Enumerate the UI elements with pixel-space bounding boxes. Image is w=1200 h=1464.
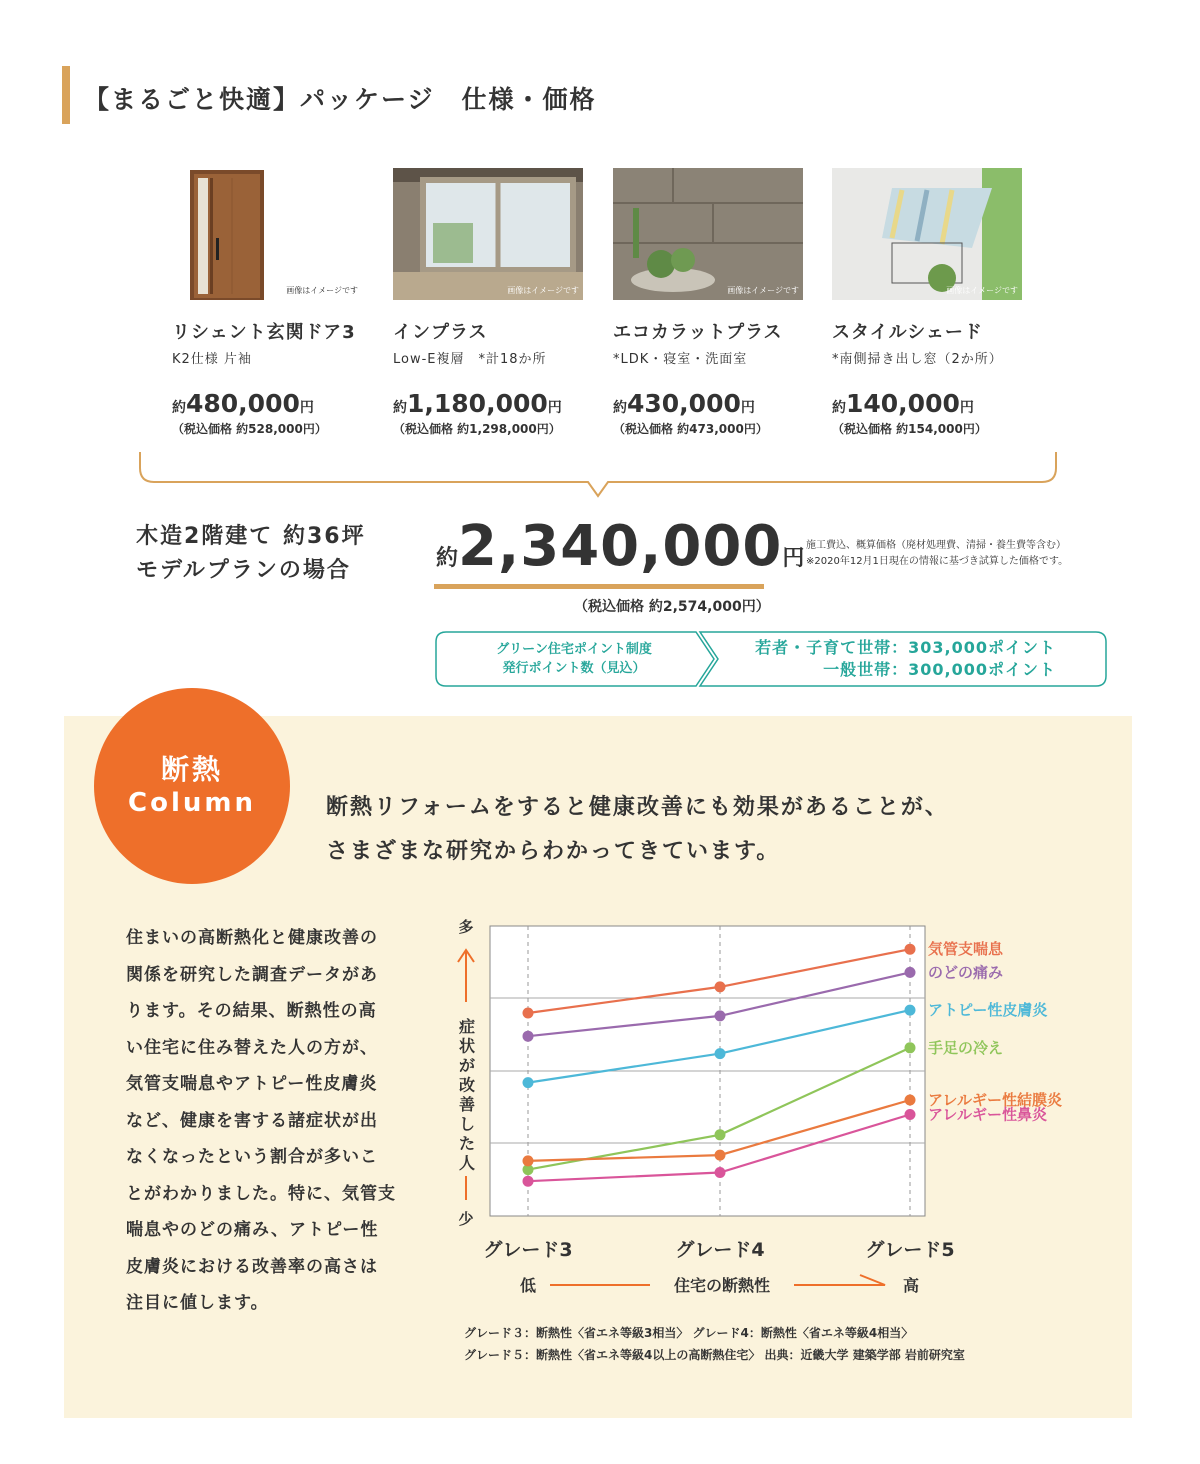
x-tick-label: グレード3 (483, 1239, 573, 1261)
data-point (905, 1109, 916, 1120)
image-note: 画像はイメージです (727, 286, 799, 295)
page-title: 【まるごと快適】パッケージ 仕様・価格 (84, 85, 597, 114)
data-point (715, 1048, 726, 1059)
data-point (523, 1008, 534, 1019)
x-tick-label: グレード5 (865, 1239, 955, 1261)
legend-label: アレルギー性結膜炎 (928, 1091, 1063, 1109)
y-axis-label-char: 状 (458, 1036, 476, 1056)
legend-label: アトピー性皮膚炎 (928, 1001, 1048, 1020)
column-heading: 断熱リフォームをすると健康改善にも効果があることが、 さまざまな研究からわかってきています。 (326, 795, 949, 864)
chart-footnote: グレード３：断熱性〈省エネ等級3相当〉 グレード4：断熱性〈省エネ等級4相当〉 グレード５：断熱性〈省エネ等級4以上の高断熱住宅〉 出典：近畿大学 建築学部 岩前研究室 (464, 1326, 965, 1362)
y-axis-label (458, 1017, 475, 1173)
data-point (523, 1077, 534, 1088)
x-high-label: 高 (902, 1276, 920, 1295)
x-tick-label: グレード4 (675, 1239, 765, 1261)
product-spec: *LDK・寝室・洗面室 (613, 352, 748, 367)
data-point (715, 1010, 726, 1021)
product-tax-included: （税込価格 約528,000円） (172, 422, 327, 436)
y-axis-label-char: し (458, 1114, 476, 1134)
image-note: 画像はイメージです (946, 286, 1018, 295)
data-point (715, 1150, 726, 1161)
model-plan-label: 木造2階建て 約36坪 モデルプランの場合 (136, 524, 366, 583)
y-axis-label-char: 改 (458, 1075, 476, 1095)
column-body-text: 住まいの高断熱化と健康改善の 関係を研究した調査データがあ ります。その結果、断熱性の高 い住宅に住み替えた人の方が、 気管支喘息やアトピー性皮膚炎 など、健康を害する諸症状が出 なくなったという割合が多いこ とがわかりました。特に、気管支 喘息やのどの痛み、アトピー性 皮膚炎における改善率の高さは 注目に値します。 (126, 928, 396, 1313)
y-axis-label-char: 人 (458, 1153, 476, 1173)
product-name: リシェント玄関ドア3 (172, 322, 356, 343)
product-tax-included: （税込価格 約473,000円） (613, 422, 768, 436)
data-point (905, 1095, 916, 1106)
product-price: 約430,000円 (613, 389, 755, 418)
total-notes: 施工費込、概算価格（廃材処理費、清掃・養生費等含む） ※2020年12月1日現在の情報に基づき試算した価格です。 (806, 540, 1069, 567)
product-tax-included: （税込価格 約154,000円） (832, 422, 987, 436)
image-note: 画像はイメージです (507, 286, 579, 295)
green-point-label: グリーン住宅ポイント制度 発行ポイント数（見込） (496, 642, 652, 676)
product-spec: *南側掃き出し窓（2か所） (832, 352, 1003, 367)
product-spec: Low-E複層 *計18か所 (393, 352, 547, 367)
legend-label: 気管支喘息 (928, 940, 1004, 959)
product-price: 約480,000円 (172, 389, 314, 418)
y-bottom-label: 少 (458, 1210, 474, 1228)
data-point (523, 1031, 534, 1042)
column-badge-title: 断熱 (160, 753, 223, 786)
data-point (715, 1167, 726, 1178)
data-point (905, 967, 916, 978)
total-tax-included: （税込価格 約2,574,000円） (574, 599, 770, 615)
data-point (905, 1005, 916, 1016)
point-general: 一般世帯：300,000ポイント (823, 660, 1056, 679)
x-low-label: 低 (519, 1276, 537, 1295)
x-axis-label: 住宅の断熱性 (673, 1276, 771, 1295)
image-note: 画像はイメージです (286, 286, 358, 295)
product-name: エコカラットプラス (613, 322, 783, 343)
product-name: インプラス (393, 322, 488, 343)
y-axis-label-char: 善 (458, 1095, 476, 1114)
data-point (715, 981, 726, 992)
point-young: 若者・子育て世帯：303,000ポイント (755, 638, 1056, 657)
y-axis-label-char: が (458, 1056, 476, 1075)
data-point (523, 1155, 534, 1166)
legend-label: アレルギー性鼻炎 (928, 1105, 1048, 1124)
y-top-label: 多 (458, 918, 474, 936)
data-point (715, 1129, 726, 1140)
product-price: 約140,000円 (832, 389, 974, 418)
data-point (523, 1176, 534, 1187)
product-tax-included: （税込価格 約1,298,000円） (393, 422, 561, 436)
data-point (905, 944, 916, 955)
product-name: スタイルシェード (832, 322, 983, 343)
legend-label: のどの痛み (928, 963, 1004, 982)
data-point (905, 1042, 916, 1053)
y-axis-label-char: 症 (458, 1017, 476, 1036)
y-up-arrow-icon (458, 950, 474, 1002)
y-axis-label-char: た (458, 1134, 476, 1153)
x-arrow-icon (794, 1275, 885, 1285)
column-badge-subtitle: Column (128, 788, 256, 818)
product-spec: K2仕様 片袖 (172, 352, 252, 367)
product-price: 約1,180,000円 (393, 389, 562, 418)
legend-label: 手足の冷え (928, 1038, 1004, 1057)
total-price: 約2,340,000円 (436, 514, 805, 579)
